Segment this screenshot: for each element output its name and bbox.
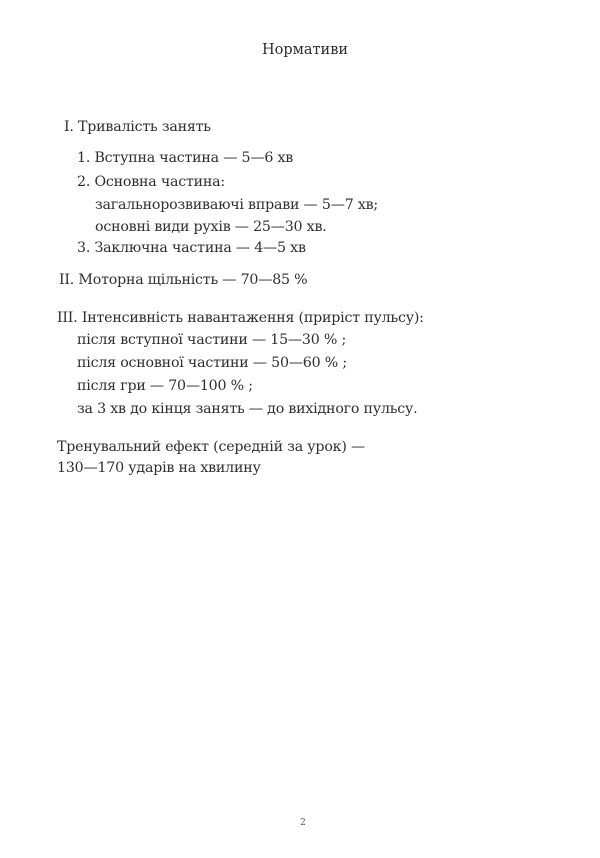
list-item: 1. Вступна частина — 5—6 хв [77, 150, 294, 166]
list-item: 3. Заключна частина — 4—5 хв [77, 240, 306, 256]
list-item: після гри — 70—100 % ; [77, 378, 253, 394]
section-3-heading: III. Інтенсивність навантаження (приріст пульсу): [57, 310, 424, 326]
list-item: після основної частини — 50—60 % ; [77, 355, 347, 371]
list-subitem: основні види рухів — 25—30 хв. [95, 219, 327, 235]
list-item: після вступної частини — 15—30 % ; [77, 332, 347, 348]
section-2-heading: II. Моторна щільність — 70—85 % [59, 272, 308, 288]
list-item: за 3 хв до кінця занять — до вихідного пульсу. [77, 401, 418, 417]
training-effect-line: 130—170 ударів на хвилину [57, 460, 261, 476]
section-1-heading: I. Тривалість занять [64, 119, 211, 135]
page-number: 2 [300, 818, 306, 828]
list-subitem: загальнорозвиваючі вправи — 5—7 хв; [95, 197, 379, 213]
page-title: Нормативи [261, 42, 349, 58]
training-effect-line: Тренувальний ефект (середній за урок) — [57, 439, 365, 455]
list-item: 2. Основна частина: [77, 174, 226, 190]
